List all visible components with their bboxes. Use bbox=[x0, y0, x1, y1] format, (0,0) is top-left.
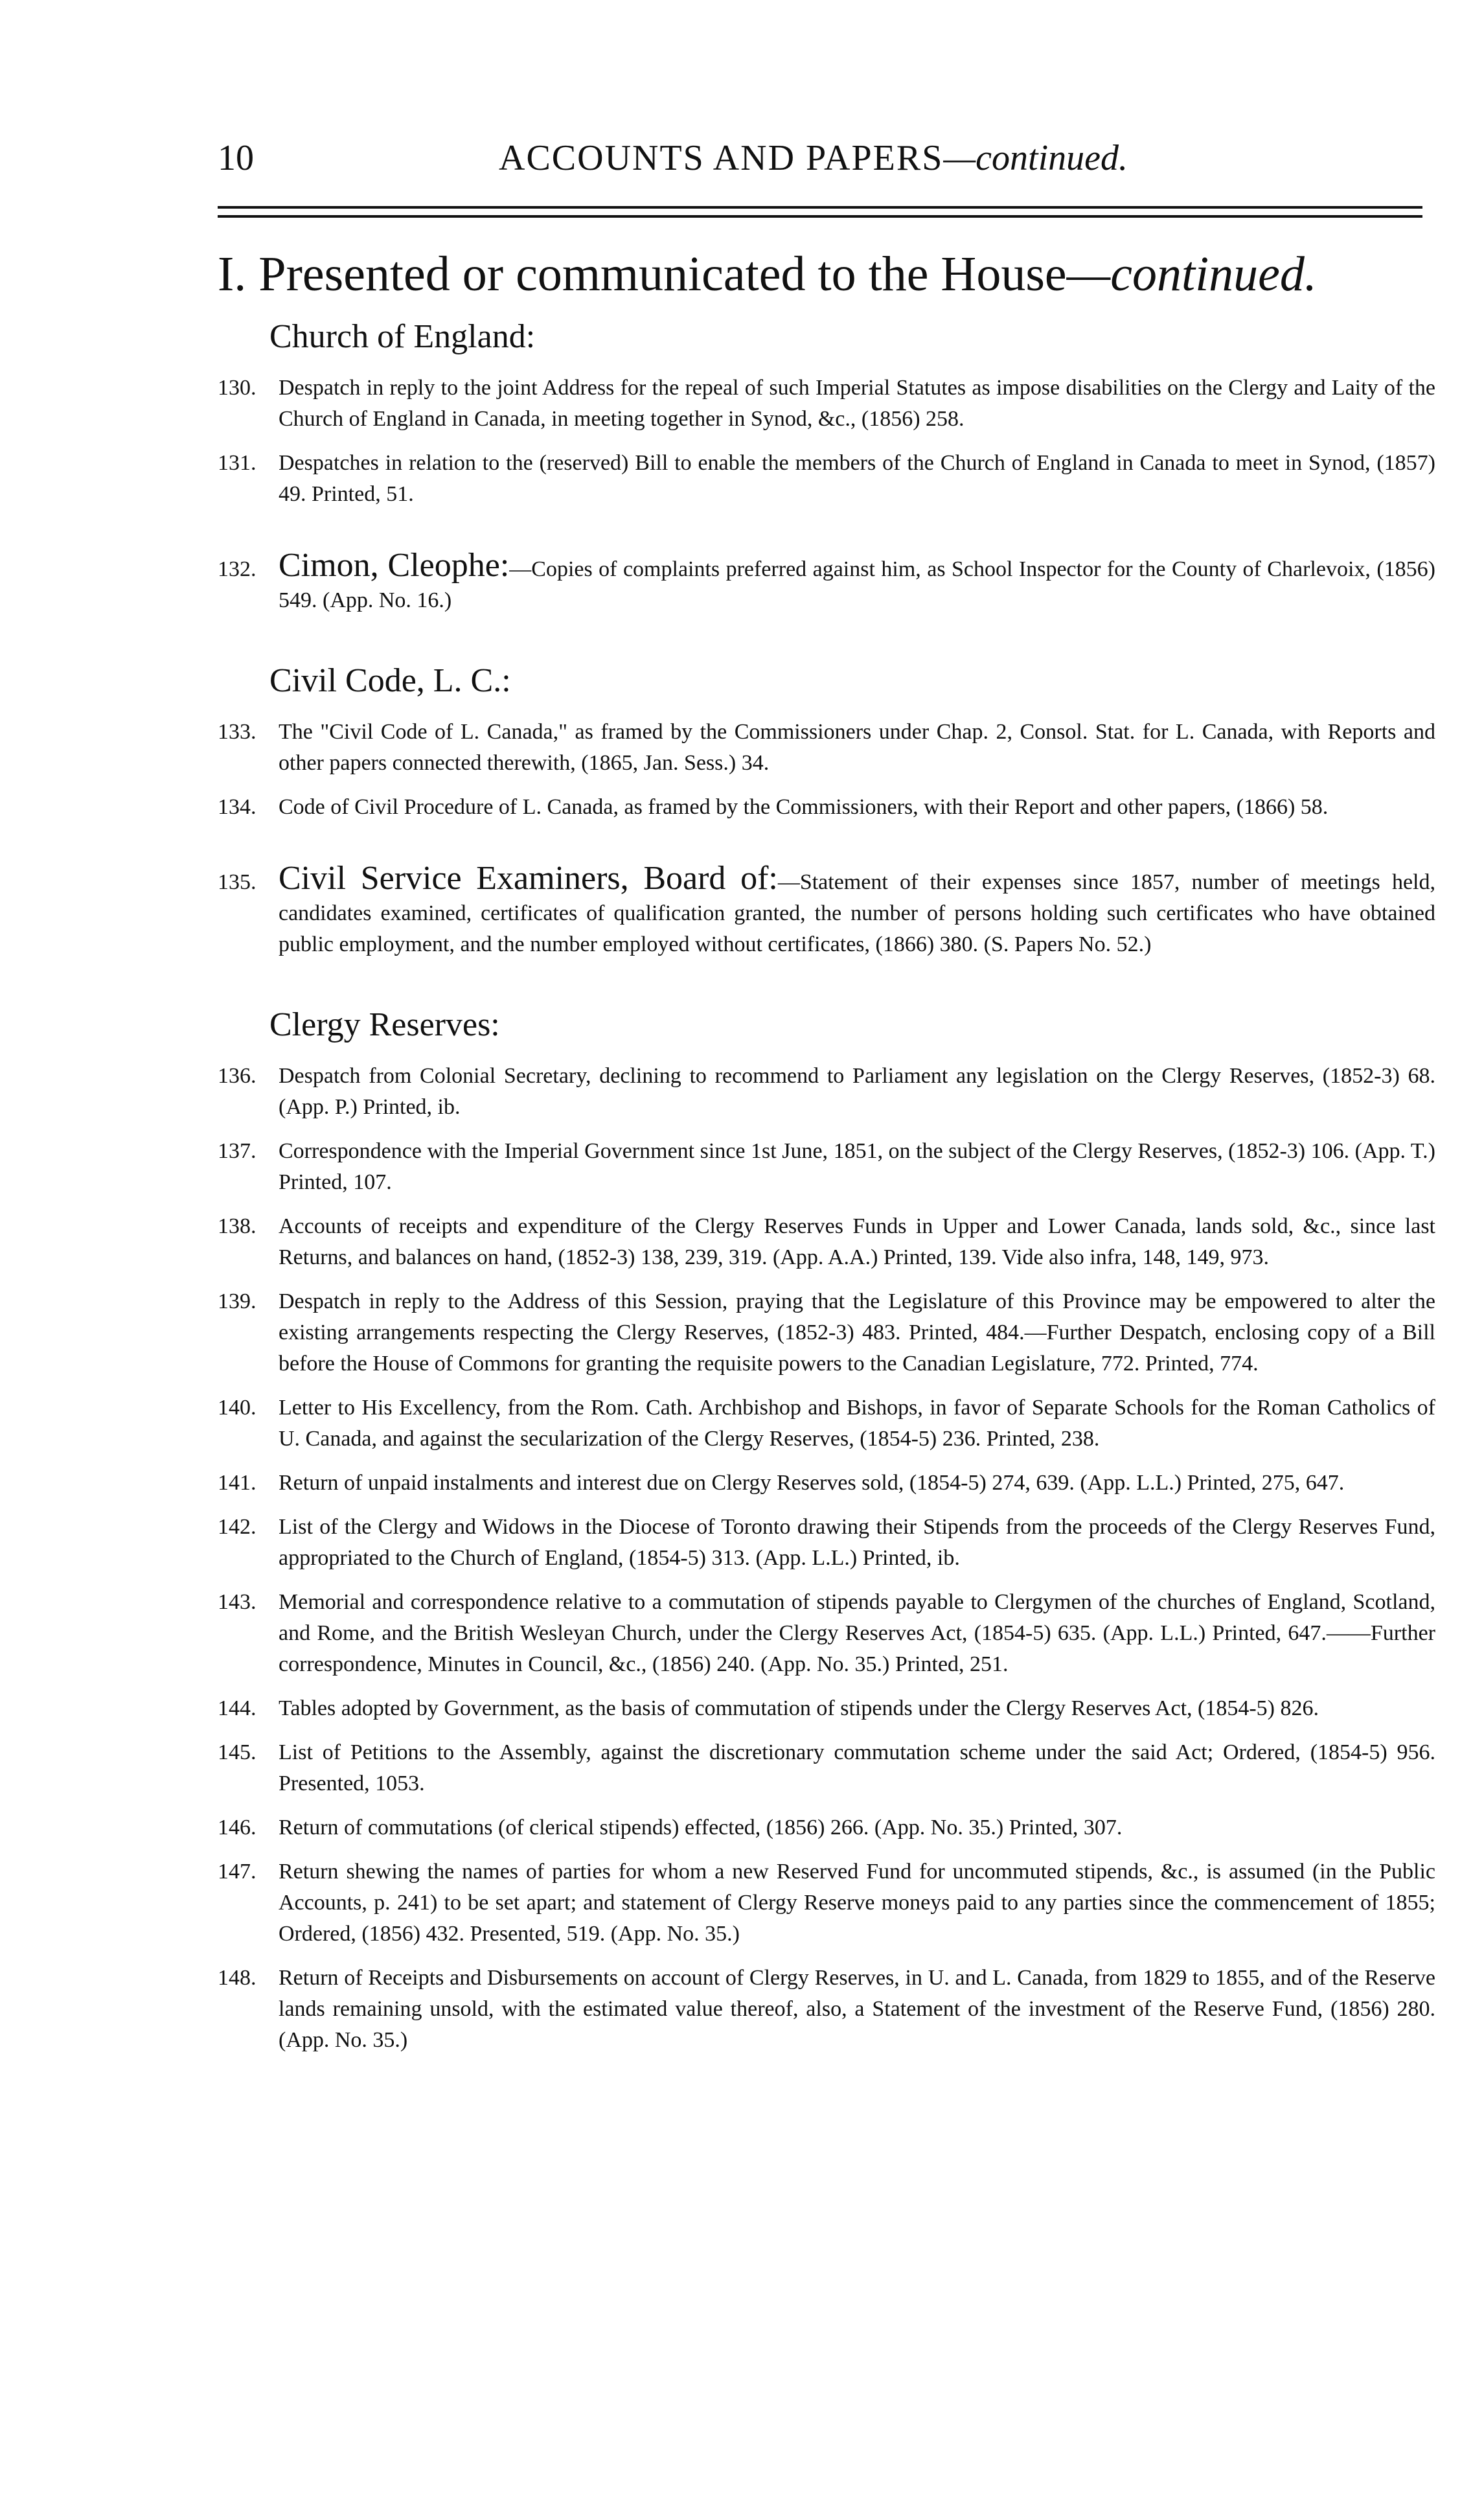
entry-144: 144. Tables adopted by Government, as the basis of commutation of stipends under the Clergy Reserves Act, (1854-5) 826. bbox=[218, 1696, 1319, 1720]
section-title bbox=[218, 246, 1317, 303]
entries-body bbox=[218, 317, 1435, 2069]
section-title-suffix: —continued. bbox=[1066, 247, 1317, 301]
running-title bbox=[499, 137, 1128, 179]
entry-148: 148. Return of Receipts and Disbursements on account of Clergy Reserves, in U. and L. Canada, from 1829 to 1855, and of the Reserve lands remaining unsold, with the estimated value thereof, also, a Statement of the investment of the Reserve Fund, (1856) 280. (App. No. 35.) bbox=[218, 1966, 1435, 2052]
heading-civil-code: Civil Code, L. C.: bbox=[269, 662, 511, 699]
page-number: 10 bbox=[218, 138, 254, 178]
entry-134: 134. Code of Civil Procedure of L. Canada, as framed by the Commissioners, with their Report and other papers, (1866) 58. bbox=[218, 795, 1329, 819]
entry-146: 146. Return of commutations (of clerical stipends) effected, (1856) 266. (App. No. 35.) Printed, 307. bbox=[218, 1816, 1123, 1840]
running-title-text: ACCOUNTS AND PAPERS bbox=[499, 138, 944, 178]
entry-139: 139. Despatch in reply to the Address of this Session, praying that the Legislature of this Province may be empowered to alter the existing arrangements respecting the Clergy Reserves, (1852-3) 483. Printed, 484.—Further Despatch, enclosing copy of a Bill before the House of Commons for granting the requisite powers to the Canadian Legislature, 772. Printed, 774. bbox=[218, 1289, 1435, 1376]
entry-141: 141. Return of unpaid instalments and interest due on Clergy Reserves sold, (1854-5) 274, 639. (App. L.L.) Printed, 275, 647. bbox=[218, 1471, 1345, 1495]
entry-138: 138. Accounts of receipts and expenditure of the Clergy Reserves Funds in Upper and Lower Canada, lands sold, &c., since last Returns, and balances on hand, (1852-3) 138, 239, 319. (App. A.A.) Printed, 139. Vide also infra, 148, 149, 973. bbox=[218, 1214, 1435, 1269]
entry-130: 130. Despatch in reply to the joint Address for the repeal of such Imperial Statutes as impose disabilities on the Clergy and Laity of the Church of England in Canada, in meeting together in Synod, &c., (1856) 258. bbox=[218, 376, 1435, 431]
entry-143: 143. Memorial and correspondence relative to a commutation of stipends payable to Clergymen of the churches of England, Scotland, and Rome, and the British Wesleyan Church, under the Clergy Reserves Act, (1854-5) 635. (App. L.L.) Printed, 647.——Further correspondence, Minutes in Council, &c., (1856) 240. (App. No. 35.) Printed, 251. bbox=[218, 1590, 1435, 1676]
double-rule bbox=[218, 206, 1422, 224]
running-title-suffix: —continued. bbox=[943, 138, 1128, 178]
section-title-text: I. Presented or communicated to the House bbox=[218, 247, 1067, 301]
entry-lead: Cimon, Cleophe: bbox=[279, 547, 510, 584]
entry-135: 135. Civil Service Examiners, Board of:—Statement of their expenses since 1857, number of meetings held, candidates examined, certificates of qualification granted, the number of persons holding such certificates who have obtained public employment, and the number employed without certificates, (1866) 380. (S. Papers No. 52.) bbox=[218, 860, 1435, 956]
entry-131: 131. Despatches in relation to the (reserved) Bill to enable the members of the Church of England in Canada to meet in Synod, (1857) 49. Printed, 51. bbox=[218, 451, 1435, 506]
running-head bbox=[194, 123, 1425, 194]
entry-136: 136. Despatch from Colonial Secretary, declining to recommend to Parliament any legislation on the Clergy Reserves, (1852-3) 68. (App. P.) Printed, ib. bbox=[218, 1064, 1435, 1119]
entry-147: 147. Return shewing the names of parties for whom a new Reserved Fund for uncommuted stipends, &c., is assumed (in the Public Accounts, p. 241) to be set apart; and statement of Clergy Reserve moneys paid to any parties since the commencement of 1855; Ordered, (1856) 432. Presented, 519. (App. No. 35.) bbox=[218, 1860, 1435, 1946]
heading-church-of-england: Church of England: bbox=[269, 318, 536, 355]
entry-145: 145. List of Petitions to the Assembly, against the discretionary commutation scheme under the said Act; Ordered, (1854-5) 956. Presented, 1053. bbox=[218, 1740, 1435, 1795]
entry-140: 140. Letter to His Excellency, from the Rom. Cath. Archbishop and Bishops, in favor of Separate Schools for the Roman Catholics of U. Canada, and against the secularization of the Clergy Reserves, (1854-5) 236. Printed, 238. bbox=[218, 1396, 1435, 1451]
entry-137: 137. Correspondence with the Imperial Government since 1st June, 1851, on the subject of the Clergy Reserves, (1852-3) 106. (App. T.) Printed, 107. bbox=[218, 1139, 1435, 1194]
entry-133: 133. The "Civil Code of L. Canada," as framed by the Commissioners under Chap. 2, Consol. Stat. for L. Canada, with Reports and other papers connected therewith, (1865, Jan. Sess.) 34. bbox=[218, 720, 1435, 775]
entry-132: 132. Cimon, Cleophe:—Copies of complaints preferred against him, as School Inspector for the County of Charlevoix, (1856) 549. (App. No. 16.) bbox=[218, 547, 1435, 612]
entry-142: 142. List of the Clergy and Widows in the Diocese of Toronto drawing their Stipends from the proceeds of the Clergy Reserves Fund, appropriated to the Church of England, (1854-5) 313. (App. L.L.) Printed, ib. bbox=[218, 1515, 1435, 1570]
heading-clergy-reserves: Clergy Reserves: bbox=[269, 1006, 500, 1043]
entry-lead: Civil Service Examiners, Board of: bbox=[279, 860, 778, 897]
page bbox=[194, 123, 1435, 2052]
